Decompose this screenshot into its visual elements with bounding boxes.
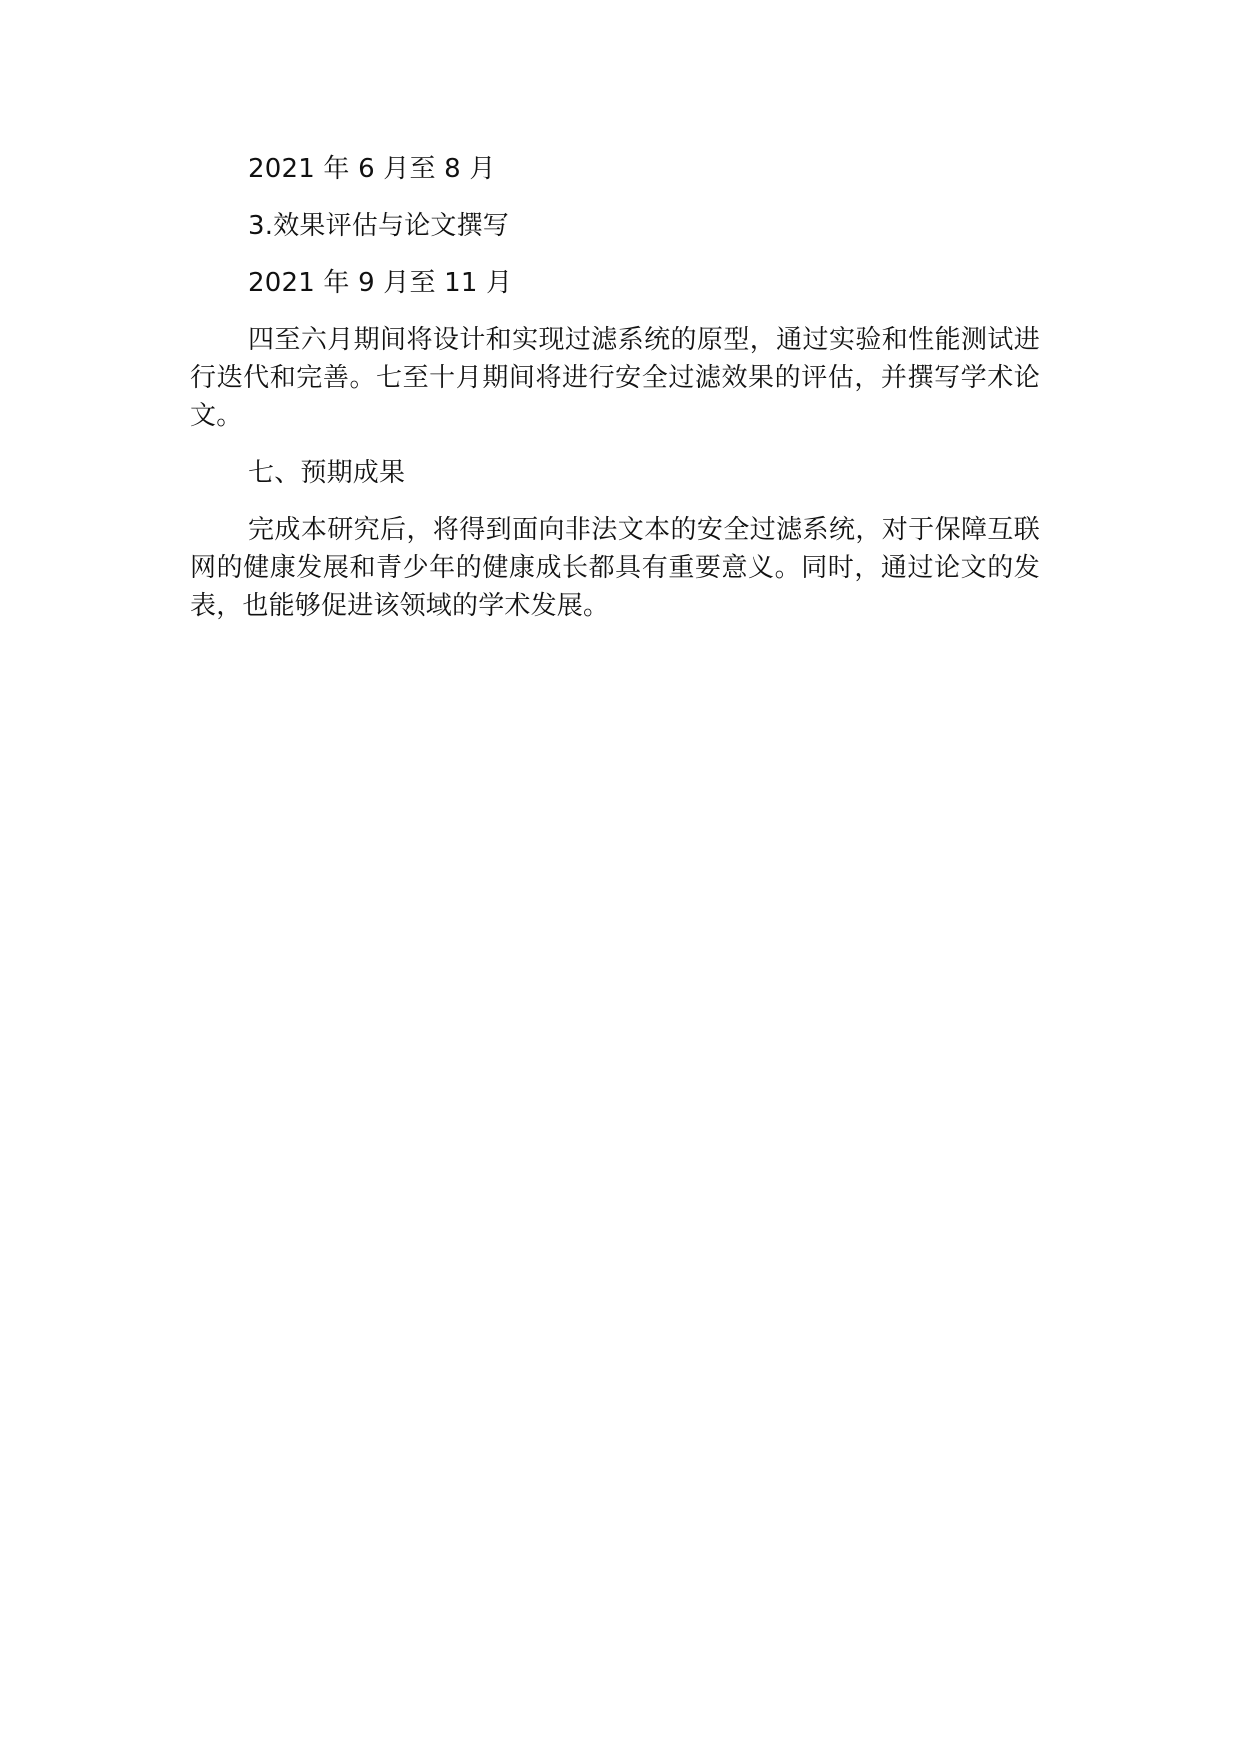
schedule-description-paragraph: 四至六月期间将设计和实现过滤系统的原型，通过实验和性能测试进行迭代和完善。七至十月期间将进行安全过滤效果的评估，并撰写学术论文。 <box>190 325 1040 431</box>
expected-results-paragraph: 完成本研究后，将得到面向非法文本的安全过滤系统，对于保障互联网的健康发展和青少年的健康成长都具有重要意义。同时，通过论文的发表，也能够促进该领域的学术发展。 <box>190 515 1040 621</box>
section-heading-evaluation: 3.效果评估与论文撰写 <box>248 211 510 241</box>
document-body <box>190 150 1040 644</box>
timeline-date-jun-aug: 2021 年 6 月至 8 月 <box>248 154 496 184</box>
section-heading-expected-results: 七、预期成果 <box>248 458 406 488</box>
timeline-date-sep-nov: 2021 年 9 月至 11 月 <box>248 268 513 298</box>
